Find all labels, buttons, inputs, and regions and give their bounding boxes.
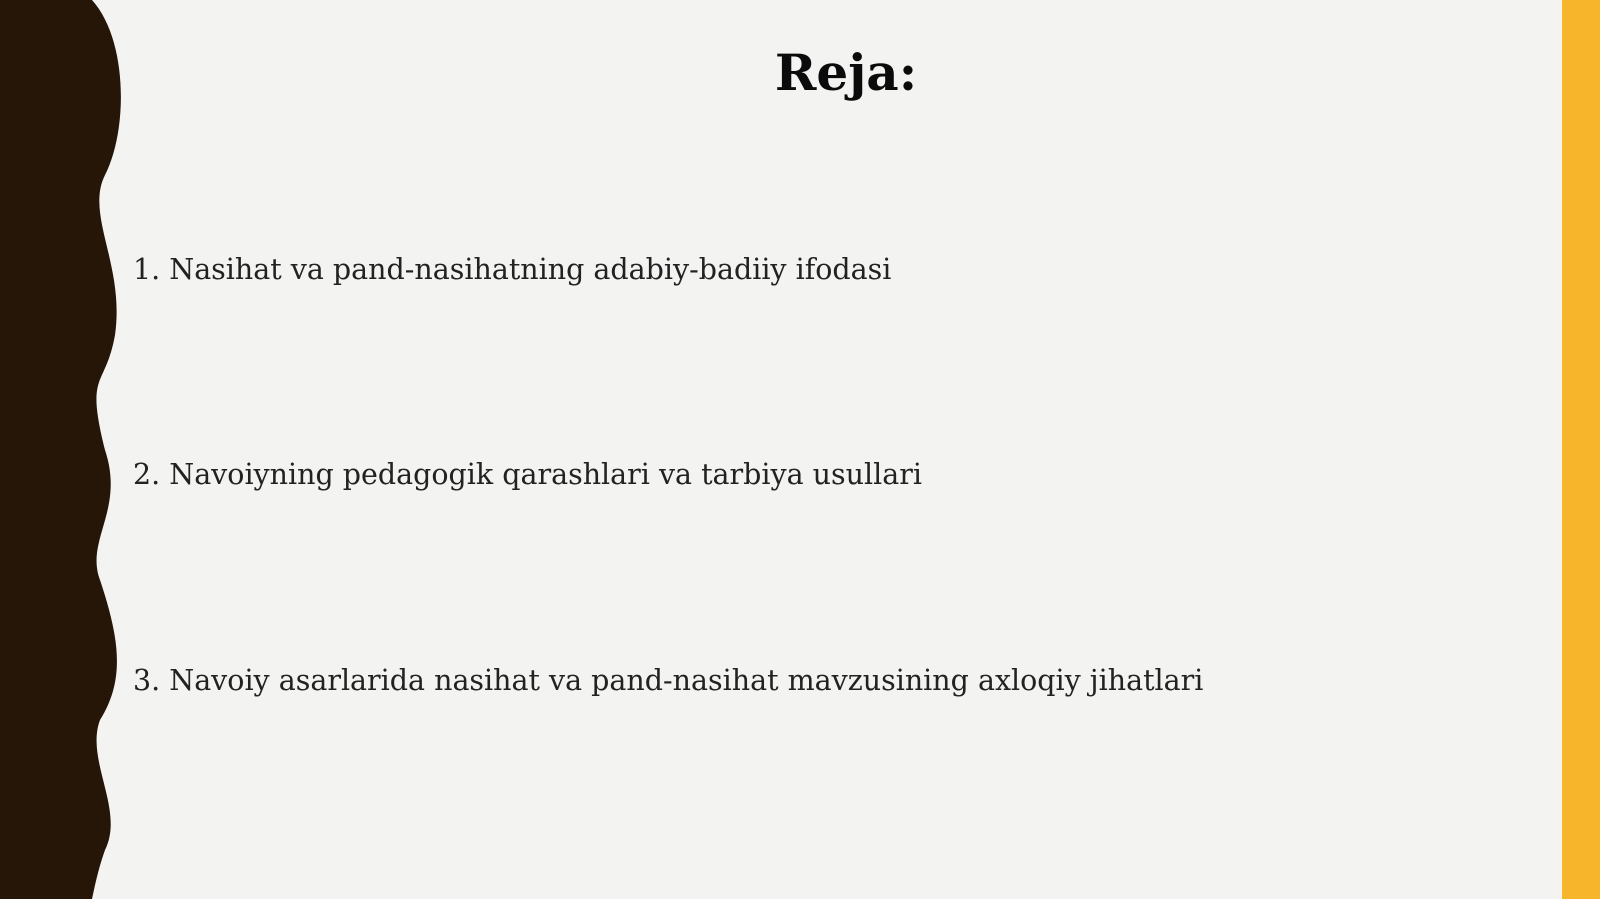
accent-right-bar bbox=[1562, 0, 1600, 899]
plan-item-1: 1. Nasihat va pand-nasihatning adabiy-badiiy ifodasi bbox=[133, 253, 892, 286]
wavy-left-border bbox=[0, 0, 130, 899]
plan-item-3: 3. Navoiy asarlarida nasihat va pand-nasihat mavzusining axloqiy jihatlari bbox=[133, 664, 1204, 697]
plan-item-2: 2. Navoiyning pedagogik qarashlari va tarbiya usullari bbox=[133, 458, 922, 491]
slide-title: Reja: bbox=[774, 43, 918, 102]
